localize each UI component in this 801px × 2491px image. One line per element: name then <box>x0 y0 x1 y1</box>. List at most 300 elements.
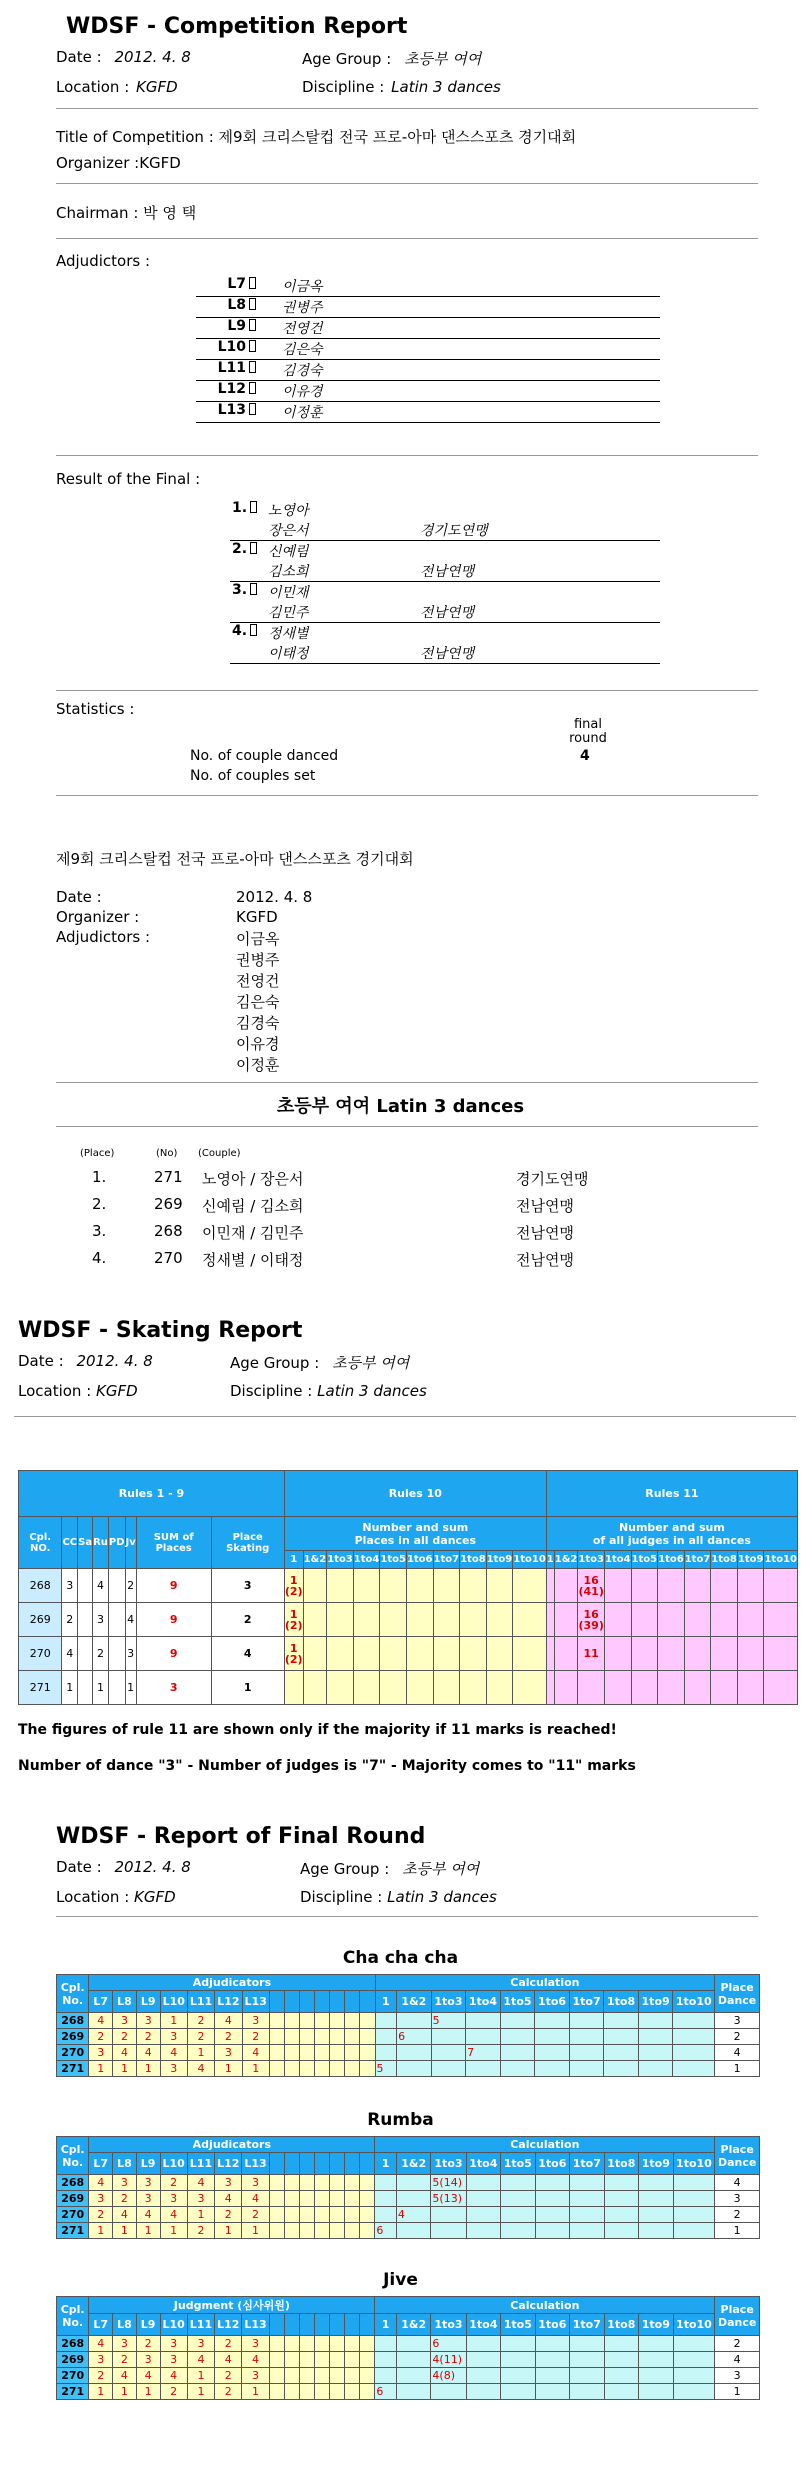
judge-header <box>345 1991 360 2013</box>
mark-cell <box>314 2223 329 2239</box>
judge-header: L8 <box>113 2314 137 2336</box>
judge-header: L10 <box>160 2153 187 2175</box>
calc-column-header: 1to9 <box>639 2314 674 2336</box>
rule11-cell <box>764 1637 798 1671</box>
ru-header: Ru <box>93 1517 109 1569</box>
rule10-cell: 1 (2) <box>284 1603 303 1637</box>
mark-cell <box>284 2368 299 2384</box>
result-row <box>230 582 660 623</box>
mark-cell: 1 <box>242 2223 269 2239</box>
calc-cell <box>570 2207 605 2223</box>
pd-cell <box>108 1671 125 1705</box>
rule10-cell <box>486 1671 513 1705</box>
mark-cell <box>284 2045 299 2061</box>
calc-column-header: 1to9 <box>639 2153 674 2175</box>
final-discipline-value: Latin 3 dances <box>387 1888 497 1906</box>
mark-cell: 4 <box>113 2045 137 2061</box>
mark-cell: 3 <box>242 2368 269 2384</box>
calc-cell <box>535 2207 570 2223</box>
rule11-cell <box>711 1569 738 1603</box>
result-row <box>230 623 660 664</box>
final-age-row <box>300 1858 479 1879</box>
calc-cell <box>535 2368 570 2384</box>
dance-row <box>57 2191 760 2207</box>
final-title: WDSF - Report of Final Round <box>56 1824 426 1849</box>
divider <box>14 1416 796 1417</box>
calc-cell <box>638 2029 673 2045</box>
judge-header: L9 <box>136 2153 160 2175</box>
cc-cell: 4 <box>62 1637 78 1671</box>
mark-cell: 1 <box>136 2223 160 2239</box>
mark-cell: 3 <box>160 2191 187 2207</box>
calc-cell <box>501 2207 536 2223</box>
rule11-cell <box>658 1569 685 1603</box>
mark-cell: 2 <box>242 2029 269 2045</box>
dance-table <box>56 1974 760 2077</box>
mark-cell: 1 <box>215 2061 242 2077</box>
couple-number: 269 <box>57 2191 89 2207</box>
judge-header <box>330 2314 345 2336</box>
skating-table <box>18 1470 798 1705</box>
calc-cell <box>535 2045 570 2061</box>
mark-cell <box>284 2352 299 2368</box>
mark-cell: 1 <box>89 2384 113 2400</box>
mark-cell: 3 <box>136 2191 160 2207</box>
mark-cell <box>315 2029 330 2045</box>
mark-cell: 3 <box>242 2336 269 2352</box>
mark-cell: 3 <box>113 2013 137 2029</box>
mark-cell <box>345 2352 360 2368</box>
calc-cell <box>466 2207 501 2223</box>
rule10-cell <box>303 1569 327 1603</box>
place-cell: 3 <box>715 2368 760 2384</box>
sa-cell <box>78 1671 93 1705</box>
rule11-cell <box>554 1637 578 1671</box>
rule10-cell <box>433 1569 460 1603</box>
judge-header <box>269 2153 284 2175</box>
result-partner-1: 노영아 <box>268 503 309 519</box>
final-location-label: Location : <box>56 1888 130 1906</box>
judge-header <box>300 1991 315 2013</box>
rule10-cell <box>303 1637 327 1671</box>
rule11-cell <box>546 1671 554 1705</box>
adjudicator-code: L8 <box>196 297 256 313</box>
calc-cell <box>604 2013 639 2029</box>
dance-row <box>57 2061 760 2077</box>
result-partner-1: 이민재 <box>268 585 309 601</box>
mark-cell <box>360 2336 375 2352</box>
calc-cell <box>535 2175 570 2191</box>
calc-cell <box>638 2013 673 2029</box>
mark-cell <box>269 2368 284 2384</box>
rule10-cell <box>406 1637 433 1671</box>
calc-column-header: 1to5 <box>500 1991 535 2013</box>
pd-cell <box>108 1569 125 1603</box>
mark-cell <box>360 2061 375 2077</box>
mark-cell <box>315 2013 330 2029</box>
column-header: 1to10 <box>513 1551 547 1569</box>
mark-cell <box>284 2175 299 2191</box>
calc-cell <box>466 2368 501 2384</box>
adjudicator-row <box>196 276 660 297</box>
calc-column-header: 1to3 <box>431 1991 466 2013</box>
result-club: 전남연맹 <box>420 564 475 580</box>
adjudicator-row <box>196 297 660 318</box>
column-header: 1to5 <box>380 1551 407 1569</box>
competition-label: Title of Competition : <box>56 128 214 146</box>
checkbox-icon <box>249 319 256 331</box>
result-partner-1: 신예림 <box>268 544 309 560</box>
mark-cell <box>315 2061 330 2077</box>
summary-club: 경기도연맹 <box>516 1170 589 1188</box>
mark-cell <box>330 2368 345 2384</box>
calc-cell <box>604 2061 639 2077</box>
calculation-header: Calculation <box>375 1975 715 1991</box>
rule10-cell <box>327 1603 354 1637</box>
dance-row <box>57 2384 760 2400</box>
mark-cell: 1 <box>136 2061 160 2077</box>
rule10-cell <box>486 1569 513 1603</box>
calc-cell <box>570 2368 605 2384</box>
divider <box>56 1126 758 1127</box>
calc-cell <box>396 2223 431 2239</box>
mark-cell: 1 <box>215 2223 242 2239</box>
summary-title: 제9회 크리스탈컵 전국 프로-아마 댄스스포츠 경기대회 <box>56 850 414 868</box>
summary-date-value: 2012. 4. 8 <box>236 888 313 906</box>
judge-header: L9 <box>136 1991 160 2013</box>
place-cell: 1 <box>715 2384 760 2400</box>
result-place: 4. <box>232 623 257 639</box>
cpl-no-header: Cpl. NO. <box>19 1517 62 1569</box>
calc-column-header: 1to8 <box>604 1991 639 2013</box>
calc-column-header: 1to5 <box>501 2314 536 2336</box>
judge-header <box>299 2153 314 2175</box>
ru-cell: 1 <box>93 1671 109 1705</box>
skating-discipline-row <box>230 1382 427 1400</box>
cc-header: CC <box>62 1517 78 1569</box>
mark-cell <box>284 2336 299 2352</box>
mark-cell: 4 <box>187 2175 214 2191</box>
place-cell: 3 <box>211 1569 284 1603</box>
place-cell: 1 <box>715 2223 760 2239</box>
adjudicators-label: Adjudictors : <box>56 252 150 270</box>
adjudicator-code: L7 <box>196 276 256 292</box>
rules-10-subheader: Number and sum Places in all dances <box>284 1517 546 1551</box>
calc-cell <box>570 2223 605 2239</box>
calc-cell <box>604 2223 639 2239</box>
calc-cell <box>570 2336 605 2352</box>
ru-cell: 4 <box>93 1569 109 1603</box>
result-label: Result of the Final : <box>56 470 201 488</box>
summary-club: 전남연맹 <box>516 1224 574 1242</box>
sa-cell <box>78 1637 93 1671</box>
rule10-cell <box>513 1671 547 1705</box>
summary-number: 269 <box>154 1195 183 1213</box>
calc-cell <box>673 2336 715 2352</box>
summary-number: 270 <box>154 1249 183 1267</box>
mark-cell: 4 <box>187 2061 214 2077</box>
table-row <box>19 1637 798 1671</box>
report-title: WDSF - Competition Report <box>66 14 408 39</box>
mark-cell <box>315 2045 330 2061</box>
mark-cell <box>360 2207 375 2223</box>
mark-cell <box>345 2013 360 2029</box>
rule11-cell <box>737 1603 764 1637</box>
dance-row <box>57 2207 760 2223</box>
adjudicators-header: Adjudicators <box>89 2137 375 2153</box>
calc-cell <box>673 2384 715 2400</box>
mark-cell: 2 <box>242 2207 269 2223</box>
dance-row <box>57 2029 760 2045</box>
event-title: 초등부 여여 Latin 3 dances <box>276 1096 525 1117</box>
mark-cell: 2 <box>215 2029 242 2045</box>
calc-cell <box>638 2061 673 2077</box>
adjudicator-name: 이금옥 <box>282 279 323 295</box>
mark-cell <box>330 2352 345 2368</box>
column-header: 1to3 <box>578 1551 605 1569</box>
mark-cell <box>269 2384 284 2400</box>
rule11-cell <box>546 1637 554 1671</box>
final-location-value: KGFD <box>134 1888 176 1906</box>
calc-column-header: 1to3 <box>431 2153 466 2175</box>
skating-age-label: Age Group : <box>230 1354 320 1372</box>
couple-number: 268 <box>57 2175 89 2191</box>
mark-cell <box>314 2207 329 2223</box>
calc-cell <box>466 2384 501 2400</box>
judge-header: L12 <box>215 2153 242 2175</box>
summary-organizer-value: KGFD <box>236 908 278 926</box>
judge-header <box>269 2314 284 2336</box>
divider <box>56 455 758 456</box>
jv-header: Jv <box>125 1517 136 1569</box>
couple-number: 268 <box>57 2013 89 2029</box>
judge-header: L8 <box>113 1991 137 2013</box>
mark-cell: 4 <box>215 2352 242 2368</box>
date-label: Date : <box>56 48 102 66</box>
rules-10-header: Rules 10 <box>284 1471 546 1517</box>
couple-number: 268 <box>19 1569 62 1603</box>
rule10-cell <box>303 1603 327 1637</box>
calc-cell <box>466 2191 501 2207</box>
final-date-label: Date : <box>56 1858 102 1876</box>
skating-location-value: KGFD <box>96 1382 138 1400</box>
calc-cell <box>535 2223 570 2239</box>
adjudicator-name: 권병주 <box>282 300 323 316</box>
table-row <box>19 1569 798 1603</box>
dance-row <box>57 2352 760 2368</box>
mark-cell: 3 <box>136 2352 160 2368</box>
mark-cell: 2 <box>215 2336 242 2352</box>
calc-cell: 4(11) <box>431 2352 466 2368</box>
judge-header: L11 <box>187 1991 214 2013</box>
couple-number: 271 <box>57 2384 89 2400</box>
mark-cell <box>360 2191 375 2207</box>
skating-date-value: 2012. 4. 8 <box>76 1352 153 1370</box>
mark-cell: 1 <box>113 2384 137 2400</box>
summary-club: 전남연맹 <box>516 1197 574 1215</box>
rule10-cell: 1 (2) <box>284 1637 303 1671</box>
calc-cell <box>431 2223 466 2239</box>
calc-cell <box>604 2175 639 2191</box>
calc-cell <box>501 2368 536 2384</box>
mark-cell <box>269 2175 284 2191</box>
calc-cell: 5 <box>431 2013 466 2029</box>
rule10-cell <box>327 1637 354 1671</box>
calc-column-header: 1to5 <box>501 2153 536 2175</box>
rule10-cell <box>353 1603 380 1637</box>
mark-cell: 2 <box>160 2384 187 2400</box>
calc-column-header: 1 <box>375 2153 397 2175</box>
summary-organizer-label: Organizer : <box>56 908 140 926</box>
couple-number: 271 <box>19 1671 62 1705</box>
summary-adjudicator-name: 전영건 <box>236 972 280 990</box>
judge-header: L9 <box>136 2314 160 2336</box>
chairman-row <box>56 202 196 223</box>
calc-cell <box>375 2175 397 2191</box>
judge-header: L13 <box>242 2153 269 2175</box>
rule11-cell: 16 (41) <box>578 1569 605 1603</box>
mark-cell: 1 <box>89 2061 113 2077</box>
calc-cell <box>466 2175 501 2191</box>
mark-cell: 3 <box>160 2336 187 2352</box>
calc-cell <box>501 2384 536 2400</box>
rule10-cell: 1 (2) <box>284 1569 303 1603</box>
mark-cell: 4 <box>136 2045 160 2061</box>
mark-cell: 3 <box>187 2336 214 2352</box>
mark-cell <box>360 2045 375 2061</box>
judge-header <box>315 1991 330 2013</box>
cc-cell: 3 <box>62 1569 78 1603</box>
calc-column-header: 1to10 <box>673 1991 715 2013</box>
summary-couple: 정새별 / 이태정 <box>202 1251 304 1269</box>
rule11-cell <box>658 1671 685 1705</box>
couples-set-label: No. of couples set <box>190 768 316 784</box>
sa-cell <box>78 1603 93 1637</box>
place-dance-header: Place Dance <box>715 2297 760 2336</box>
summary-couple: 신예림 / 김소희 <box>202 1197 304 1215</box>
column-header: 1&2 <box>554 1551 578 1569</box>
rule-note: The figures of rule 11 are shown only if the majority if 11 marks is reached! <box>18 1722 617 1738</box>
mark-cell: 3 <box>89 2352 113 2368</box>
skating-title: WDSF - Skating Report <box>18 1318 303 1343</box>
rule11-cell <box>764 1569 798 1603</box>
dance-row <box>57 2336 760 2352</box>
checkbox-icon <box>249 340 256 352</box>
competition-title-row <box>56 126 576 147</box>
mark-cell <box>330 2061 345 2077</box>
calc-cell <box>673 2223 715 2239</box>
summary-place: 3. <box>92 1222 107 1240</box>
couple-number: 269 <box>19 1603 62 1637</box>
calc-cell <box>639 2352 674 2368</box>
calc-cell <box>535 2336 570 2352</box>
couple-number: 269 <box>57 2029 89 2045</box>
mark-cell: 4 <box>113 2207 137 2223</box>
couple-number: 270 <box>19 1637 62 1671</box>
mark-cell: 2 <box>89 2029 113 2045</box>
mark-cell <box>330 2013 345 2029</box>
calc-cell <box>500 2061 535 2077</box>
mark-cell: 2 <box>215 2368 242 2384</box>
final-age-label: Age Group : <box>300 1860 390 1878</box>
adjudicator-name: 김경숙 <box>282 363 323 379</box>
summary-place: 2. <box>92 1195 107 1213</box>
rule11-cell <box>631 1671 658 1705</box>
adjudicator-row <box>196 360 660 381</box>
mark-cell <box>269 2352 284 2368</box>
rule11-cell <box>546 1569 554 1603</box>
mark-cell: 3 <box>136 2013 160 2029</box>
mark-cell: 1 <box>160 2223 187 2239</box>
calc-column-header: 1to8 <box>604 2314 639 2336</box>
rule10-cell <box>486 1603 513 1637</box>
mark-cell <box>314 2384 329 2400</box>
column-header: 1to8 <box>460 1551 487 1569</box>
skating-discipline-value: Latin 3 dances <box>317 1382 427 1400</box>
dance-title: Cha cha cha <box>342 1948 459 1968</box>
result-place: 1. <box>232 500 257 516</box>
judge-header: L10 <box>160 1991 187 2013</box>
sum-cell: 9 <box>136 1569 211 1603</box>
judge-header <box>360 2314 375 2336</box>
summary-adjudicator-name: 김경숙 <box>236 1014 280 1032</box>
calc-column-header: 1to3 <box>431 2314 466 2336</box>
mark-cell <box>314 2336 329 2352</box>
adjudicator-code: L12 <box>196 381 256 397</box>
calc-cell: 7 <box>466 2045 501 2061</box>
mark-cell <box>360 2175 375 2191</box>
rule11-cell: 16 (39) <box>578 1603 605 1637</box>
judge-header <box>330 2153 345 2175</box>
mark-cell <box>269 2045 284 2061</box>
sum-cell: 9 <box>136 1637 211 1671</box>
calc-cell <box>397 2061 432 2077</box>
judge-header: L12 <box>215 1991 242 2013</box>
result-partner-1: 정새별 <box>268 626 309 642</box>
dance-row <box>57 2223 760 2239</box>
mark-cell <box>345 2223 360 2239</box>
mark-cell <box>360 2352 375 2368</box>
adjudicator-code: L13 <box>196 402 256 418</box>
calc-cell <box>375 2029 397 2045</box>
calc-cell <box>375 2191 397 2207</box>
calc-cell <box>501 2223 536 2239</box>
judge-header: L11 <box>187 2153 214 2175</box>
rule11-cell <box>604 1569 631 1603</box>
place-cell: 1 <box>211 1671 284 1705</box>
column-header: 1to6 <box>406 1551 433 1569</box>
mark-cell: 4 <box>242 2191 269 2207</box>
checkbox-icon <box>249 298 256 310</box>
calc-cell <box>673 2207 715 2223</box>
column-header: 1&2 <box>303 1551 327 1569</box>
checkbox-icon <box>250 542 257 554</box>
mark-cell: 3 <box>215 2175 242 2191</box>
rule10-cell <box>513 1603 547 1637</box>
judge-header: L7 <box>89 2314 113 2336</box>
calc-cell <box>501 2336 536 2352</box>
calc-cell <box>638 2045 673 2061</box>
calc-cell <box>396 2191 431 2207</box>
adjudicator-name: 이유경 <box>282 384 323 400</box>
result-place: 2. <box>232 541 257 557</box>
mark-cell: 1 <box>160 2013 187 2029</box>
calc-cell <box>570 2384 605 2400</box>
rule10-cell <box>353 1671 380 1705</box>
calc-cell <box>535 2029 570 2045</box>
mark-cell: 1 <box>113 2061 137 2077</box>
mark-cell: 2 <box>187 2013 214 2029</box>
